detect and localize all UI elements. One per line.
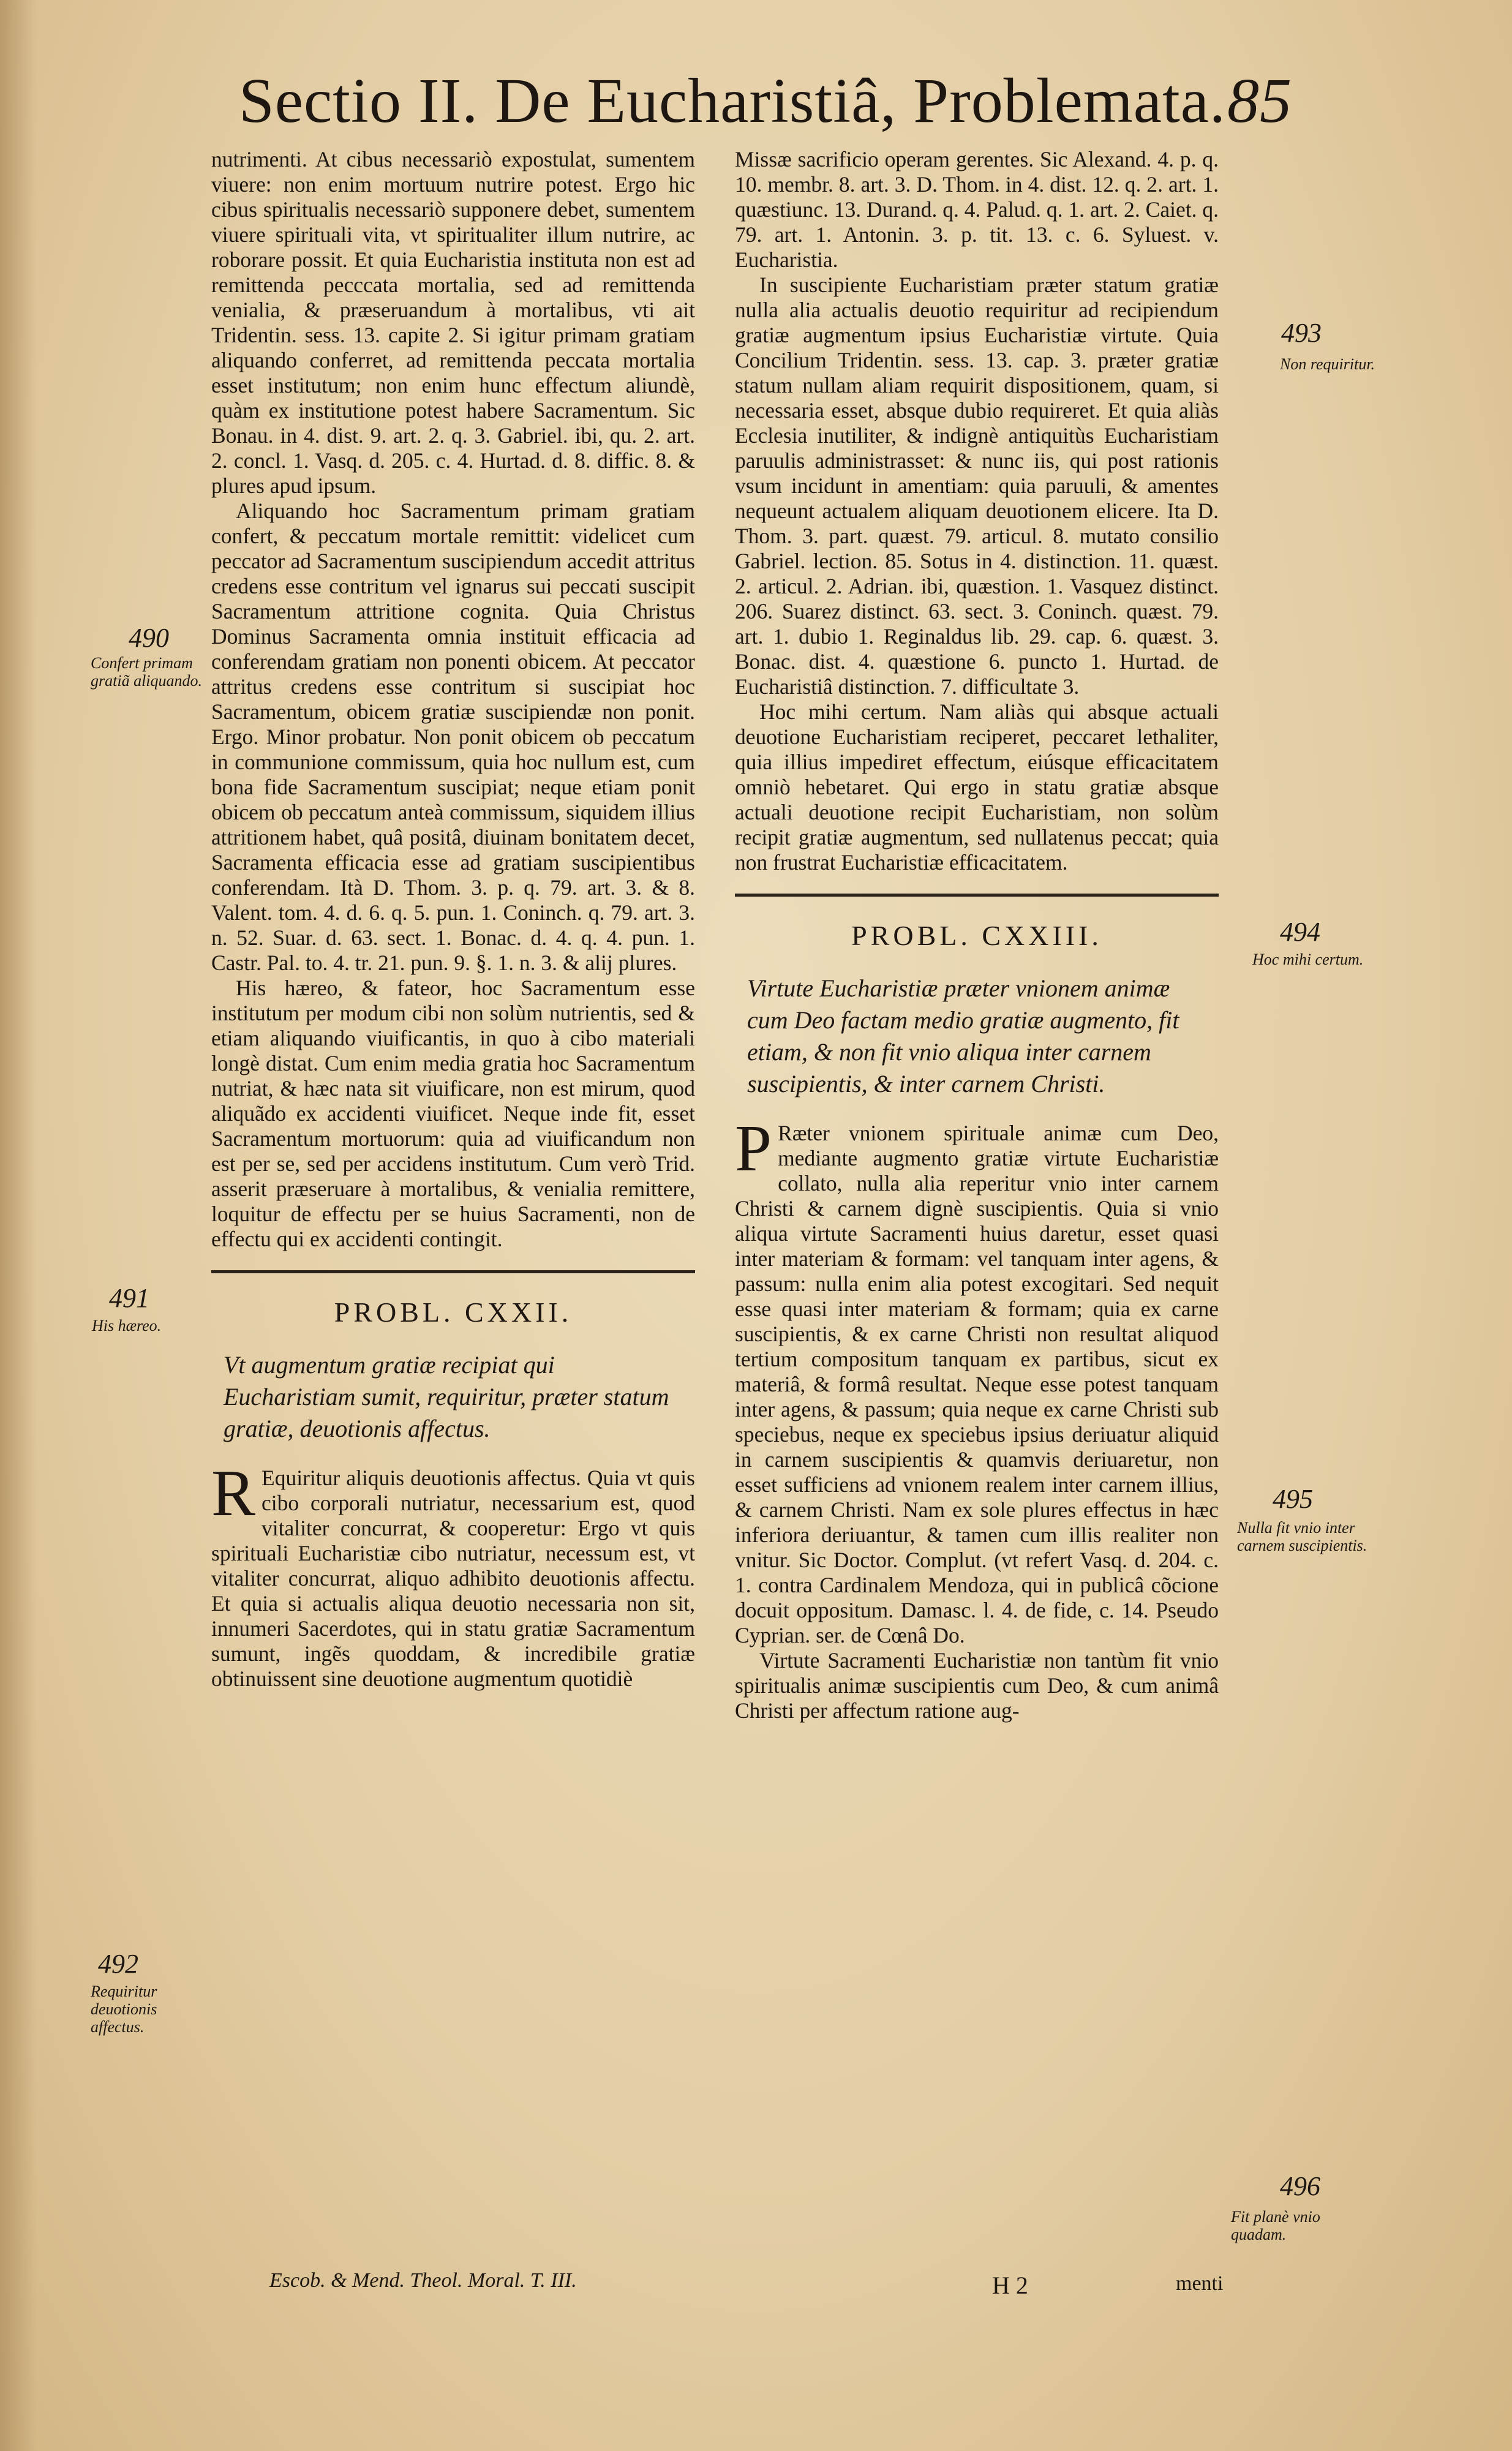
margin-number-492: 492 (98, 1949, 138, 1979)
dropcap-r: R (211, 1457, 256, 1530)
right-paragraph-final: Virtute Sacramenti Eucharistiæ non tantùm fit vnio spiritualis animæ suscipientis cum Deo, & cum animâ Christi per affectum ratione aug- (735, 1648, 1219, 1723)
right-paragraph-3: Hoc mihi certum. Nam aliàs qui absque actuali deuotione Eucharistiam reciperet, peccaret lethaliter, quia illius impediret effectum, eiúsque efficacitatem omniò hebetaret. Qui ergo in statu gratiæ absque actuali deuotione recipit Eucharistiam, non solùm recipit gratiæ augmentum, sed nullatenus peccat; quia non frustrat Eucharistiæ efficacitatem. (735, 699, 1219, 875)
left-column (211, 147, 695, 1692)
right-paragraph-1: Missæ sacrificio operam gerentes. Sic Alexand. 4. p. q. 10. membr. 8. art. 3. D. Thom. in 4. dist. 12. q. 2. art. 1. quæstiunc. 13. Durand. q. 4. Palud. q. 1. art. 2. Caiet. q. 79. art. 1. Antonin. 3. p. tit. 13. c. 6. Syluest. v. Eucharistia. (735, 147, 1219, 272)
signature-mark: H 2 (992, 2272, 1028, 2299)
right-paragraph-2: In suscipiente Eucharistiam præter statum gratiæ nulla alia actualis deuotio requiritur ad recipiendum gratiæ augmentum ipsius Eucharistiæ virtute. Quia Concilium Tridentin. sess. 13. cap. 3. præter gratiæ statum nullam aliam requirit dispositionem, quam, si necessaria esset, absque dubio requireret. Et quia aliàs Ecclesia inutiliter, & indignè antiquitùs Eucharistiam paruulis administrasset: & nunc iis, qui post rationis vsum incidunt in amentiam: quia paruuli, & amentes nequeunt actualem aliquam deuotionem elicere. Ita D. Thom. 3. part. quæst. 79. articul. 8. mutato consilio Gabriel. lection. 85. Sotus in 4. distinction. 11. quæst. 2. articul. 2. Adrian. ibi, quæstion. 1. Vasquez distinct. 206. Suarez distinct. 63. sect. 3. Coninch. quæst. 79. art. 1. dubio 1. Reginaldus lib. 29. cap. 6. quæst. 3. Bonac. dist. 4. quæstione 6. puncto 1. Hurtad. de Eucharistiâ distinction. 7. difficultate 3. (735, 273, 1219, 699)
margin-note-496: Fit planè vnio quadam. (1231, 2208, 1320, 2243)
margin-note-492: Requiritur deuotionis affectus. (91, 1982, 157, 2036)
running-head (239, 58, 1317, 144)
margin-note-490: Confert primam gratiã aliquando. (91, 654, 203, 690)
problem-answer-cxxiii (735, 1112, 1219, 1648)
margin-number-494: 494 (1280, 917, 1320, 947)
problem-heading-cxxiii: PROBL. CXXIII. (851, 920, 1102, 951)
margin-number-495: 495 (1273, 1484, 1313, 1514)
problem-question-cxxii: Vt augmentum gratiæ recipiat qui Eucharistiam sumit, requiritur, præter statum gratiæ, deuotionis affectus. (224, 1351, 669, 1442)
right-column (735, 147, 1219, 1723)
margin-number-490: 490 (129, 623, 169, 653)
answer-text-cxxii: Equiritur aliquis deuotionis affectus. Quia vt quis cibo corporali nutriatur, necessarium est, quod vitaliter concurrat, & cooperetur: Ergo vt quis spirituali Eucharistiæ cibo nutriatur, necessum est, vt vitaliter concurrat, aliquo adhibito deuotionis affectu. Et quia si actualis aliqua deuotio necessaria non sit, innumeri Sacerdotes, qui in statu gratiæ Sacramentum sumunt, ingẽs quoddam, & incredibile gratiæ obtinuissent sine deuotione augmentum quotidiè (211, 1466, 695, 1691)
running-head-title: Sectio II. De Eucharistiâ, Problemata. (239, 66, 1226, 136)
margin-note-495: Nulla fit vnio inter carnem suscipientis. (1237, 1519, 1367, 1554)
dropcap-p: P (735, 1112, 772, 1185)
margin-note-494: Hoc mihi certum. (1252, 951, 1364, 968)
left-paragraph-1: nutrimenti. At cibus necessariò expostulat, sumentem viuere: non enim mortuum nutrire potest. Ergo hic cibus spiritualis necessariò supponere debet, sumentem viuere spirituali vita, vt spiritualiter illum nutrire, ac roborare possit. Et quia Eucharistia instituta non est ad remittenda pecccata mortalia, sed ad remittenda venialia, & præseruandum à mortalibus, vti ait Tridentin. sess. 13. capite 2. Si igitur primam gratiam aliquando conferret, ad remittenda peccata mortalia esset institutum; non enim hunc effectum aliundè, quàm ex institutione potest habere Sacramentum. Sic Bonau. in 4. dist. 9. art. 2. q. 3. Gabriel. ibi, qu. 2. art. 2. concl. 1. Vasq. d. 205. c. 4. Hurtad. d. 8. diffic. 8. & plures apud ipsum. (211, 147, 695, 498)
section-rule-left (211, 1270, 695, 1273)
margin-number-496: 496 (1280, 2171, 1320, 2201)
signature-line: Escob. & Mend. Theol. Moral. T. III. (269, 2269, 577, 2292)
margin-note-491: His hæreo. (92, 1317, 162, 1335)
problem-question-cxxiii: Virtute Eucharistiæ præter vnionem animæ cum Deo factam medio gratiæ augmento, fit etiam, & non fit vnio aliqua inter carnem suscipientis, & inter carnem Christi. (747, 974, 1179, 1097)
margin-number-493: 493 (1281, 318, 1322, 348)
left-paragraph-3: His hæreo, & fateor, hoc Sacramentum esse institutum per modum cibi non solùm nutrientis, sed & etiam aliquando viuificantis, in quo à cibo materiali longè distat. Cum enim media gratia hoc Sacramentum nutriat, & hæc nata sit viuificare, non est mirum, quod aliquãdo ex accidenti viuificet. Neque inde fit, esset Sacramentum mortuorum: quia ad viuificandum non est per se, sed per accidens institutum. Cum verò Trid. asserit præseruare à mortalibus, & venialia remittere, loquitur de effectu per se huius Sacramenti, non de effectu qui ex accidenti contingit. (211, 976, 695, 1251)
answer-text-cxxiii: Ræter vnionem spirituale animæ cum Deo, mediante augmento gratiæ virtute Eucharistiæ collato, nulla alia reperitur vnio inter carnem Christi & carnem dignè suscipientis. Quia si vnio aliqua virtute Sacramenti huius daretur, esset quasi inter materiam & formam: vel tanquam inter agens, & passum: nulla enim alia potest excogitari. Sed nequit esse quasi inter materiam & formam; quia ex carne suscipientis, & ex carne Christi non resultat aliquod tertium compositum tanquam ex partibus, sicut ex materiâ, & formâ resultat. Neque esse potest tanquam inter agens, & passum; quia neque ex carne Christi sub speciebus, neque ex speciebus ipsius deriuatur aliquid in carnem suscipientis & quamvis deriuaretur, non esset sufficiens ad vnionem realem inter carnem illius, & carnem Christi. Nam ex sole plures effectus in hæc inferiora deriuantur, & tamen cum illis realiter non vnitur. Sic Doctor. Complut. (vt refert Vasq. d. 204. c. 1. contra Cardinalem Mendoza, qui in publicâ cõcione docuit oppositum. Damasc. l. 4. de fide, c. 14. Pseudo Cyprian. ser. de Cœnâ Do. (735, 1121, 1219, 1647)
problem-answer-cxxii (211, 1457, 695, 1692)
catchword: menti (1176, 2272, 1224, 2295)
page-number: 85 (1227, 66, 1292, 136)
left-paragraph-2: Aliquando hoc Sacramentum primam gratiam confert, & peccatum mortale remittit: videlicet cum peccator ad Sacramentum suscipiendum accedit attritus credens esse contritum vel ignarus sui peccati suscipit Sacramentum attritione cognita. Quia Christus Dominus Sacramenta omnia instituit efficacia ad conferendam gratiam non ponenti obicem. At peccator attritus credens esse contritum si suscipiat hoc Sacramentum, obicem gratiæ suscipiendæ non ponit. Ergo. Minor probatur. Non ponit obicem ob peccatum in communione commissum, quia hoc nullum est, cum bona fide Sacramentum suscipiat; neque etiam ponit obicem ob peccatum anteà commissum, siquidem illius attritionem habet, quâ positâ, diuinam bonitatem decet, Sacramenta efficacia esse ad gratiam suscipientibus conferendam. Ità D. Thom. 3. p. q. 79. art. 3. & 8. Valent. tom. 4. d. 6. q. 5. pun. 1. Coninch. q. 79. art. 3. n. 52. Suar. d. 63. sect. 1. Bonac. d. 4. q. 4. pun. 1. Castr. Pal. to. 4. tr. 21. pun. 9. §. 1. n. 3. & alij plures. (211, 499, 695, 975)
section-rule-right (735, 894, 1219, 897)
page-gutter-shadow (0, 0, 37, 2451)
margin-note-493: Non requiritur. (1280, 355, 1375, 373)
problem-heading-cxxii: PROBL. CXXII. (334, 1297, 573, 1328)
signature-block (992, 2271, 1286, 2300)
margin-number-491: 491 (109, 1283, 149, 1313)
